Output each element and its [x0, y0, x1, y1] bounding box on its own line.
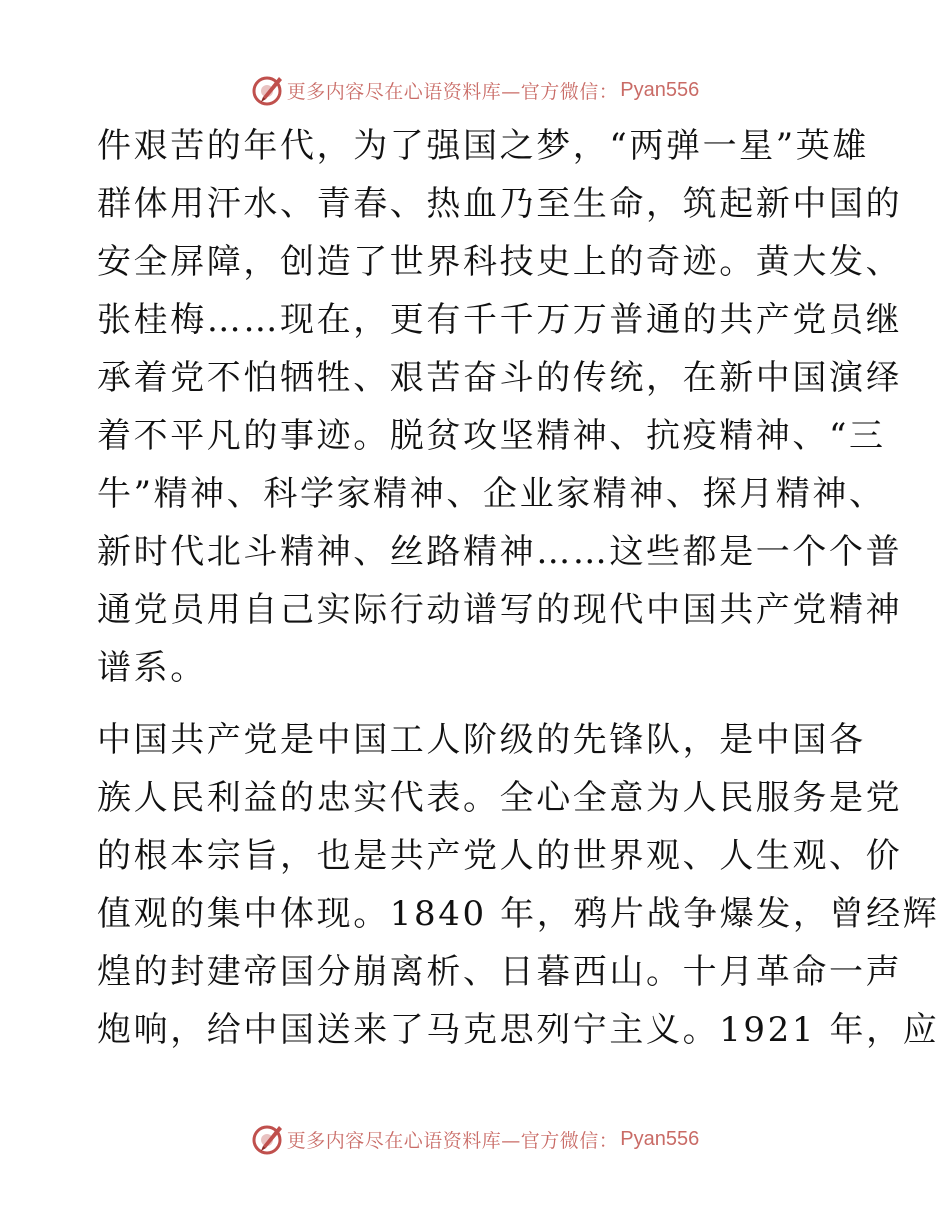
footer-watermark	[0, 1119, 950, 1159]
text-line: 群体用汗水、青春、热血乃至生命，筑起新中国的	[97, 184, 903, 224]
watermark-wechat-id: Pyan556	[620, 78, 700, 101]
text-line: 承着党不怕牺牲、艰苦奋斗的传统，在新中国演绎	[97, 358, 903, 398]
header-watermark	[0, 70, 950, 110]
text-line: 安全屏障，创造了世界科技史上的奇迹。黄大发、	[97, 242, 903, 282]
text-line: 炮响，给中国送来了马克思列宁主义。1921 年，应	[97, 1010, 940, 1050]
text-line: 新时代北斗精神、丝路精神……这些都是一个个普	[97, 532, 903, 572]
text-line: 的根本宗旨，也是共产党人的世界观、人生观、价	[97, 836, 903, 876]
watermark-text: 更多内容尽在心语资料库—官方微信：	[286, 80, 619, 103]
quill-logo-icon	[251, 73, 285, 107]
text-line: 值观的集中体现。1840 年，鸦片战争爆发，曾经辉	[97, 894, 940, 934]
watermark-wechat-id: Pyan556	[620, 1127, 700, 1150]
document-body	[97, 117, 940, 1059]
text-line: 张桂梅……现在，更有千千万万普通的共产党员继	[97, 300, 903, 340]
text-line: 着不平凡的事迹。脱贫攻坚精神、抗疫精神、“三	[97, 416, 886, 456]
text-line: 件艰苦的年代，为了强国之梦，“两弹一星”英雄	[97, 126, 869, 166]
text-line: 族人民利益的忠实代表。全心全意为人民服务是党	[97, 778, 903, 818]
text-line: 煌的封建帝国分崩离析、日暮西山。十月革命一声	[97, 952, 903, 992]
text-line: 通党员用自己实际行动谱写的现代中国共产党精神	[97, 590, 903, 630]
text-line: 牛”精神、科学家精神、企业家精神、探月精神、	[97, 474, 886, 514]
paragraph	[97, 117, 903, 697]
watermark-text: 更多内容尽在心语资料库—官方微信：	[286, 1129, 619, 1152]
text-line: 中国共产党是中国工人阶级的先锋队，是中国各	[97, 720, 866, 760]
paragraph	[97, 711, 940, 1059]
text-line: 谱系。	[97, 648, 207, 688]
quill-logo-icon	[251, 1122, 285, 1156]
paragraph-spacer	[97, 697, 857, 711]
